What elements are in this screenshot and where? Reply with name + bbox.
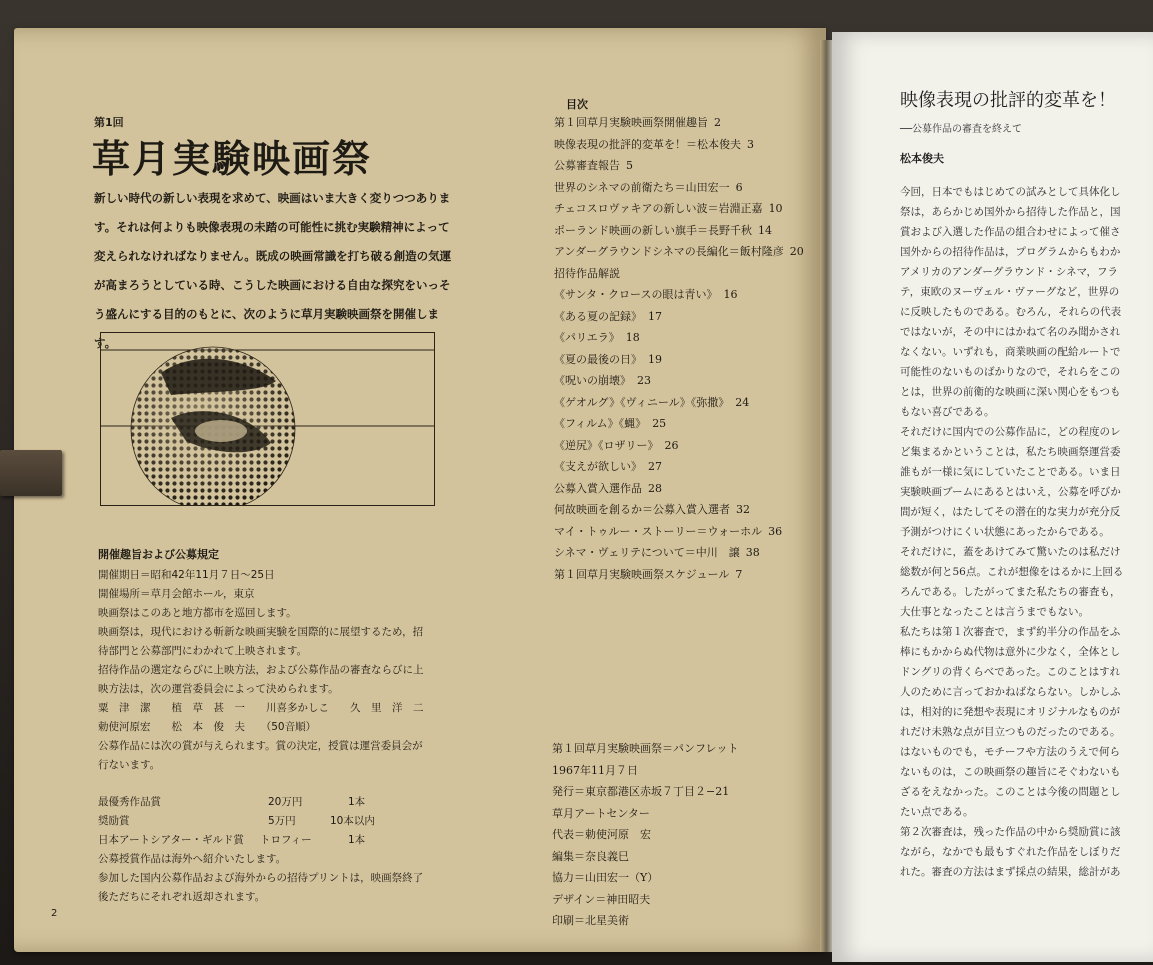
intro-line: 変えられなければなりません。既成の映画常識を打ち破る創造の気運 bbox=[94, 249, 452, 263]
prize-amount: トロフィー bbox=[260, 834, 312, 846]
prize-name: 日本アートシアター・ギルド賞 bbox=[98, 834, 244, 846]
body-line: 大仕事となったことは言うまでもない。 bbox=[900, 606, 1089, 618]
body-line: テ，東欧のヌーヴェル・ヴァーグなど，世界の bbox=[900, 286, 1120, 298]
toc-title: 《パリエラ》 bbox=[554, 331, 620, 344]
body-line: それだけに国内での公募作品に，どの程度のレ bbox=[900, 426, 1121, 438]
toc-page: 14 bbox=[758, 223, 772, 237]
toc-title: チェコスロヴァキアの新しい波＝岩淵正嘉 bbox=[554, 202, 763, 215]
toc-item[interactable] bbox=[554, 435, 834, 457]
toc-title: 映像表現の批評的変革を！＝松本俊夫 bbox=[554, 137, 741, 151]
toc-page: 23 bbox=[637, 374, 651, 387]
note-line: 後ただちにそれぞれ返却されます。 bbox=[98, 891, 266, 903]
prize-name: 最優秀作品賞 bbox=[98, 796, 161, 808]
colophon-line: 協力＝山田宏一（Y） bbox=[552, 871, 659, 884]
body-line: 人のために言っておかねばならない。しかしふ bbox=[900, 686, 1121, 698]
body-line: 第２次審査は，残った作品の中から奨励賞に該 bbox=[900, 826, 1121, 838]
colophon-line: 第１回草月実験映画祭＝パンフレット bbox=[552, 742, 739, 755]
body-line: もない喜びである。 bbox=[900, 406, 995, 418]
toc-item[interactable] bbox=[554, 263, 834, 285]
rules-text bbox=[98, 566, 468, 775]
article-author: 松本俊夫 bbox=[900, 152, 944, 165]
body-line: 総数が何と56点。これが想像をはるかに上回る bbox=[900, 566, 1124, 578]
toc-title: アンダーグラウンドシネマの長編化＝飯村隆彦 bbox=[554, 245, 784, 258]
table-of-contents bbox=[554, 112, 834, 585]
body-line: ないものは，この映画祭の趣旨にそぐわないも bbox=[900, 766, 1121, 778]
toc-item[interactable] bbox=[554, 155, 834, 177]
committee-line: 粟 津 潔 植 草 甚 一 川喜多かしこ 久 里 洋 二 bbox=[98, 702, 424, 714]
rules-line: 招待作品の選定ならびに上映方法，および公募作品の審査ならびに上 bbox=[98, 664, 424, 676]
intro-line: す。それは何よりも映像表現の未踏の可能性に挑む実験精神によって bbox=[94, 220, 450, 234]
toc-page: 27 bbox=[648, 460, 662, 473]
toc-title: 《フィルム》《蝿》 bbox=[554, 417, 647, 430]
prize-table bbox=[98, 793, 428, 850]
toc-item[interactable] bbox=[554, 198, 834, 220]
body-line: たい点である。 bbox=[900, 806, 974, 818]
body-line: なくない。いずれも，商業映画の配給ルートで bbox=[900, 346, 1121, 358]
toc-page: 5 bbox=[626, 159, 633, 172]
toc-item[interactable] bbox=[554, 327, 834, 349]
toc-page: 25 bbox=[652, 417, 667, 430]
body-line: れだけ未熟な点が目立つものだったのである。 bbox=[900, 726, 1121, 738]
halftone-globe-figure bbox=[100, 332, 435, 506]
prize-count: 1本 bbox=[348, 834, 366, 846]
article-subtitle: ──公募作品の審査を終えて bbox=[900, 124, 1023, 135]
colophon-line: 編集＝奈良義巳 bbox=[552, 849, 629, 863]
toc-item[interactable] bbox=[554, 306, 834, 328]
event-title: 草月実験映画祭 bbox=[92, 136, 373, 181]
body-line: 国外からの招待作品は，プログラムからもわか bbox=[900, 246, 1121, 258]
body-line: 賞および入選した作品の組合わせによって催さ bbox=[900, 226, 1121, 238]
colophon-line: 発行＝東京都港区赤坂７丁目２−21 bbox=[552, 785, 730, 798]
body-line: 可能性のないものばかりなので，それらをこの bbox=[900, 366, 1121, 378]
toc-title: 《ある夏の記録》 bbox=[554, 309, 642, 323]
body-line: 私たちは第１次審査で，まず約半分の作品をふ bbox=[900, 626, 1121, 638]
toc-title: 《ゲオルグ》《ヴィニール》《弥撒》 bbox=[554, 395, 730, 409]
note-line: 公募授賞作品は海外へ紹介いたします。 bbox=[98, 853, 287, 865]
toc-title: 公募入賞入選作品 bbox=[554, 481, 642, 495]
body-line: はないものでも，モチーフや方法のうえで何ら bbox=[900, 746, 1120, 758]
colophon-line: 印刷＝北星美術 bbox=[552, 914, 629, 927]
body-line: は，相対的に発想や表現にオリジナルなものが bbox=[900, 706, 1120, 718]
prize-amount: 5万円 bbox=[268, 815, 296, 827]
body-line: ながら，なかでも最もすぐれた作品をしぼりだ bbox=[900, 846, 1121, 858]
prize-name: 奨励賞 bbox=[98, 815, 130, 827]
toc-page: 6 bbox=[735, 180, 743, 194]
right-page bbox=[832, 32, 1153, 962]
body-line: れた。審査の方法はまず採点の結果，総計があ bbox=[900, 866, 1121, 878]
prize-count: 1本 bbox=[348, 796, 366, 808]
toc-item[interactable] bbox=[554, 392, 834, 414]
rules-line: 映画祭はこのあと地方都市を巡回します。 bbox=[98, 607, 297, 619]
toc-title: 第１回草月実験映画祭開催趣旨 bbox=[554, 116, 708, 129]
body-line: ろんである。したがってまた私たちの審査も， bbox=[900, 586, 1121, 598]
prize-row bbox=[98, 812, 428, 831]
body-line: に反映したものである。むろん，それらの代表 bbox=[900, 306, 1122, 318]
toc-title: 何故映画を創るか＝公募入賞入選者 bbox=[554, 503, 730, 516]
globe-illustration bbox=[101, 333, 434, 505]
body-line: ざるをえなかった。このことは今後の問題とし bbox=[900, 786, 1121, 798]
body-line: 祭は，あらかじめ国外から招待した作品と，国 bbox=[900, 206, 1121, 218]
body-line: 誰もが一様に気にしていたことである。いま日 bbox=[900, 466, 1121, 478]
toc-title: 《呪いの崩壊》 bbox=[554, 374, 631, 387]
prize-notes bbox=[98, 850, 468, 907]
toc-page: 26 bbox=[664, 438, 679, 452]
toc-page: 3 bbox=[747, 137, 754, 151]
rules-line: 行ないます。 bbox=[98, 759, 161, 771]
toc-page: 38 bbox=[745, 546, 760, 559]
colophon-line: 代表＝勅使河原 宏 bbox=[552, 828, 651, 841]
toc-page: 2 bbox=[714, 116, 721, 129]
toc-item[interactable] bbox=[554, 478, 834, 500]
toc-title: ポーランド映画の新しい旗手＝長野千秋 bbox=[554, 223, 752, 237]
body-line: ドングリの背くらべであった。このことはすれ bbox=[900, 666, 1121, 678]
toc-page: 19 bbox=[648, 352, 662, 366]
toc-item[interactable] bbox=[554, 564, 834, 586]
toc-page: 32 bbox=[736, 503, 750, 516]
toc-item[interactable] bbox=[554, 349, 834, 371]
toc-item[interactable] bbox=[554, 177, 834, 199]
toc-title: 《支えが欲しい》 bbox=[554, 460, 642, 473]
toc-item[interactable] bbox=[554, 241, 834, 263]
prize-row bbox=[98, 831, 428, 850]
toc-item[interactable] bbox=[554, 413, 834, 435]
toc-page: 17 bbox=[648, 309, 662, 323]
committee-line: 勅使河原宏 松 本 俊 夫 （50音順） bbox=[98, 721, 317, 733]
toc-title: 世界のシネマの前衛たち＝山田宏一 bbox=[554, 180, 730, 194]
page-number: 2 bbox=[51, 908, 58, 919]
intro-line: 新しい時代の新しい表現を求めて、映画はいま大きく変りつつありま bbox=[94, 191, 451, 205]
toc-page: 10 bbox=[768, 202, 783, 215]
body-line: それだけに，蓋をあけてみて驚いたのは私だけ bbox=[900, 546, 1121, 558]
body-line: 間が短く，はたしてその潜在的な実力が充分反 bbox=[900, 506, 1121, 518]
colophon-line: 1967年11月７日 bbox=[552, 763, 638, 777]
body-line: 予測がつけにくい状態にあったからである。 bbox=[900, 526, 1110, 538]
event-number: 第1回 bbox=[94, 116, 124, 129]
article-title: 映像表現の批評的変革を！ bbox=[900, 90, 1116, 111]
rules-line: 開催場所＝草月会館ホール，東京 bbox=[98, 588, 255, 600]
intro-line: が高まろうとしている時、こうした映画における自由な探究をいっそ bbox=[94, 278, 451, 292]
toc-page: 28 bbox=[648, 481, 662, 495]
toc-title: 招待作品解説 bbox=[554, 266, 620, 280]
colophon-line: 草月アートセンター bbox=[552, 806, 650, 820]
body-line: アメリカのアンダーグラウンド・シネマ，フラ bbox=[900, 266, 1118, 278]
body-line: ど集まるかということは，私たち映画祭運営委 bbox=[900, 446, 1121, 458]
body-line: 実験映画ブームにあるとはいえ，公募を呼びか bbox=[900, 486, 1121, 498]
body-line: 棒にもかからぬ代物は意外に少なく，全体とし bbox=[900, 646, 1121, 658]
toc-title: 《夏の最後の日》 bbox=[554, 352, 642, 366]
toc-page: 16 bbox=[723, 288, 738, 301]
rules-line: 映画祭は，現代における斬新な映画実験を国際的に展望するため，招 bbox=[98, 626, 424, 638]
toc-item[interactable] bbox=[554, 284, 834, 306]
toc-title: 第１回草月実験映画祭スケジュール bbox=[554, 567, 730, 581]
toc-item[interactable] bbox=[554, 542, 834, 564]
rules-line: 映方法は，次の運営委員会によって決められます。 bbox=[98, 683, 339, 695]
bookmark-ribbon bbox=[0, 450, 62, 496]
toc-item[interactable] bbox=[554, 499, 834, 521]
toc-item[interactable] bbox=[554, 112, 834, 134]
rules-line: 公募作品には次の賞が与えられます。賞の決定，授賞は運営委員会が bbox=[98, 740, 423, 752]
toc-page: 36 bbox=[768, 524, 783, 538]
toc-page: 20 bbox=[789, 245, 804, 258]
toc-heading: 目次 bbox=[566, 98, 588, 111]
body-line: とは，世界の前衛的な映画に深い関心をもつも bbox=[900, 386, 1121, 398]
toc-title: 《サンタ・クロースの眼は青い》 bbox=[554, 288, 718, 301]
toc-title: シネマ・ヴェリテについて＝中川 譲 bbox=[554, 546, 740, 559]
toc-page: 24 bbox=[735, 395, 750, 409]
toc-title: 《逆尻》《ロザリー》 bbox=[554, 438, 659, 452]
left-page bbox=[14, 28, 826, 952]
rules-line: 待部門と公募部門にわかれて上映されます。 bbox=[98, 645, 308, 657]
section-heading: 開催趣旨および公募規定 bbox=[98, 548, 219, 561]
toc-item[interactable] bbox=[554, 521, 834, 543]
body-line: ではないが，その中にはかねて名のみ聞かされ bbox=[900, 326, 1121, 338]
toc-page: 7 bbox=[735, 567, 743, 581]
article-body bbox=[900, 182, 1153, 882]
toc-title: 公募審査報告 bbox=[554, 159, 620, 172]
toc-page: 18 bbox=[625, 331, 640, 344]
note-line: 参加した国内公募作品および海外からの招待プリントは，映画祭終了 bbox=[98, 872, 424, 884]
toc-item[interactable] bbox=[554, 370, 834, 392]
colophon-line: デザイン＝神田昭夫 bbox=[552, 892, 651, 906]
colophon bbox=[552, 738, 822, 932]
prize-row bbox=[98, 793, 428, 812]
toc-item[interactable] bbox=[554, 220, 834, 242]
body-line: 今回，日本でもはじめての試みとして具体化し bbox=[900, 186, 1121, 198]
intro-line: う盛んにする目的のもとに、次のように草月実験映画祭を開催します。 bbox=[94, 307, 439, 350]
rules-line: 開催期日＝昭和42年11月７日〜25日 bbox=[98, 569, 275, 581]
prize-count: 10本以内 bbox=[330, 815, 375, 827]
toc-item[interactable] bbox=[554, 134, 834, 156]
prize-amount: 20万円 bbox=[268, 796, 303, 808]
toc-item[interactable] bbox=[554, 456, 834, 478]
toc-title: マイ・トゥルー・ストーリー＝ウォーホル bbox=[554, 524, 763, 538]
